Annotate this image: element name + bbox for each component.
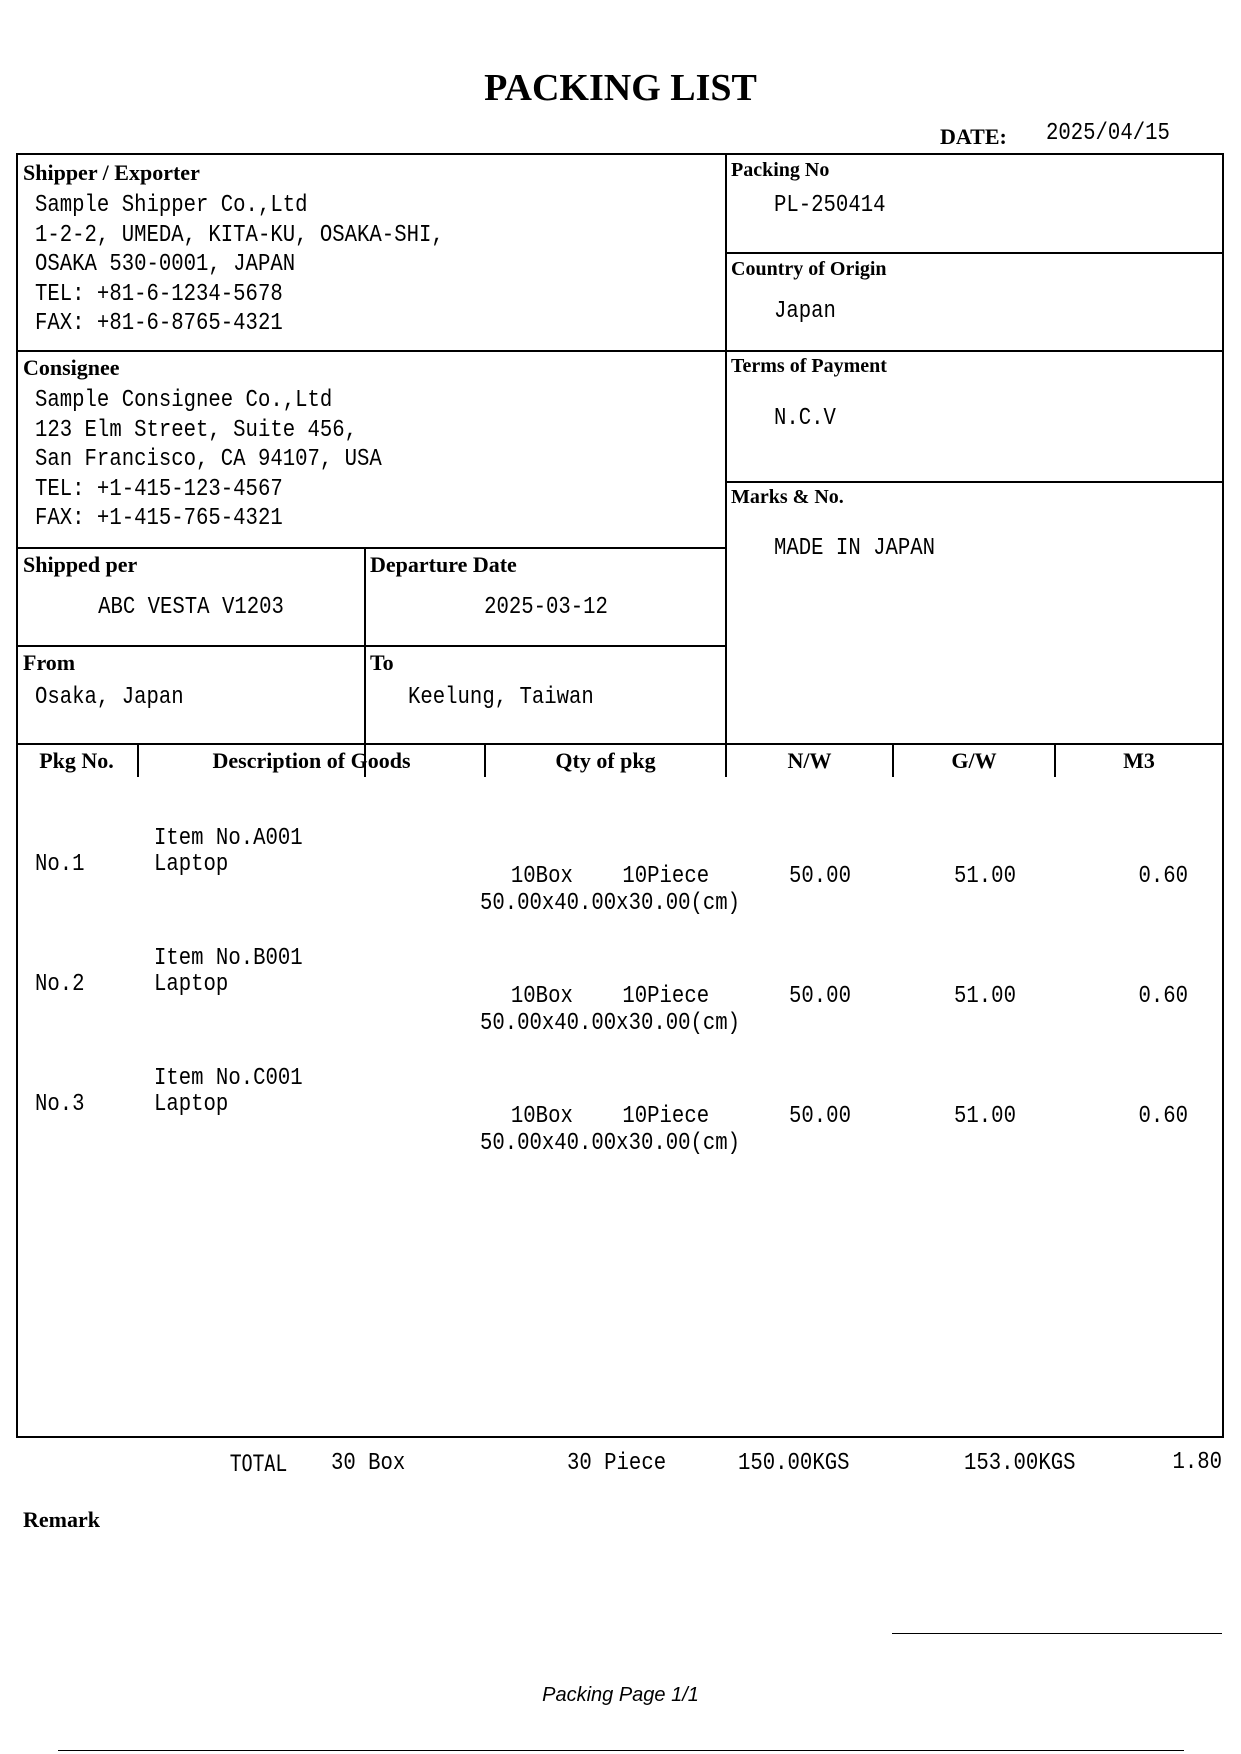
gross-weight: 51.00 — [954, 1103, 1016, 1130]
country-of-origin-label: Country of Origin — [731, 258, 887, 280]
qty: 10Box 10Piece — [510, 1103, 710, 1130]
to-value: Keelung, Taiwan — [408, 684, 594, 711]
qty: 10Box 10Piece — [510, 863, 710, 890]
date-value: 2025/04/15 — [1046, 120, 1170, 147]
total-net-weight: 150.00KGS — [738, 1450, 850, 1477]
remark-label: Remark — [23, 1507, 100, 1532]
departure-date-label: Departure Date — [370, 552, 517, 577]
packing-no-value: PL-250414 — [774, 192, 886, 219]
consignee-line: FAX: +1-415-765-4321 — [35, 505, 283, 532]
marks-label: Marks & No. — [731, 486, 844, 508]
consignee-line: Sample Consignee Co.,Ltd — [35, 387, 333, 414]
volume-m3: 0.60 — [1138, 863, 1188, 890]
signature-line — [892, 1633, 1222, 1634]
terms-of-payment-value: N.C.V — [774, 405, 836, 432]
consignee-label: Consignee — [23, 355, 120, 380]
dimensions: 50.00x40.00x30.00(cm) — [479, 1130, 741, 1157]
footer-divider — [58, 1750, 1184, 1751]
item-no: Item No.A001 — [154, 825, 303, 852]
marks-value: MADE IN JAPAN — [774, 535, 936, 562]
column-header: Description of Goods — [212, 748, 411, 773]
from-label: From — [23, 650, 76, 675]
item-description: Laptop — [154, 1091, 229, 1118]
net-weight: 50.00 — [789, 863, 851, 890]
shipped-per-label: Shipped per — [23, 552, 138, 577]
consignee-line: 123 Elm Street, Suite 456, — [35, 417, 358, 444]
item-no: Item No.B001 — [154, 945, 303, 972]
volume-m3: 0.60 — [1138, 983, 1188, 1010]
net-weight: 50.00 — [789, 983, 851, 1010]
from-value: Osaka, Japan — [35, 684, 184, 711]
net-weight: 50.00 — [789, 1103, 851, 1130]
shipper-line: Sample Shipper Co.,Ltd — [35, 192, 308, 219]
shipper-line: 1-2-2, UMEDA, KITA-KU, OSAKA-SHI, — [35, 222, 444, 249]
total-pieces: 30 Piece — [567, 1450, 667, 1477]
terms-of-payment-label: Terms of Payment — [731, 355, 887, 377]
column-header: M3 — [1123, 748, 1155, 773]
pkg-no: No.3 — [35, 1091, 85, 1118]
shipper-label: Shipper / Exporter — [23, 160, 200, 185]
dimensions: 50.00x40.00x30.00(cm) — [479, 890, 741, 917]
item-description: Laptop — [154, 851, 229, 878]
pkg-no: No.1 — [35, 851, 85, 878]
volume-m3: 0.60 — [1138, 1103, 1188, 1130]
total-label: TOTAL — [230, 1452, 287, 1477]
dimensions: 50.00x40.00x30.00(cm) — [479, 1010, 741, 1037]
shipper-line: FAX: +81-6-8765-4321 — [35, 310, 283, 337]
country-of-origin-value: Japan — [774, 298, 836, 325]
page-number: Packing Page 1/1 — [542, 1684, 699, 1706]
column-header: Qty of pkg — [555, 748, 656, 773]
pkg-no: No.2 — [35, 971, 85, 998]
gross-weight: 51.00 — [954, 983, 1016, 1010]
gross-weight: 51.00 — [954, 863, 1016, 890]
shipper-line: OSAKA 530-0001, JAPAN — [35, 251, 296, 278]
shipped-per-value: ABC VESTA V1203 — [98, 594, 284, 621]
total-gross-weight: 153.00KGS — [964, 1450, 1076, 1477]
total-volume-m3: 1.80 — [1172, 1449, 1222, 1476]
to-label: To — [370, 650, 394, 675]
column-header: G/W — [951, 748, 997, 773]
packing-no-label: Packing No — [731, 159, 830, 181]
date-label: DATE: — [940, 124, 1007, 149]
page-title: PACKING LIST — [484, 67, 757, 109]
departure-date-value: 2025-03-12 — [484, 594, 608, 621]
total-boxes: 30 Box — [331, 1450, 406, 1477]
consignee-line: San Francisco, CA 94107, USA — [35, 446, 382, 473]
consignee-line: TEL: +1-415-123-4567 — [35, 476, 283, 503]
qty: 10Box 10Piece — [510, 983, 710, 1010]
item-no: Item No.C001 — [154, 1065, 303, 1092]
shipper-line: TEL: +81-6-1234-5678 — [35, 281, 283, 308]
item-description: Laptop — [154, 971, 229, 998]
column-header: Pkg No. — [39, 748, 114, 773]
column-header: N/W — [787, 748, 832, 773]
